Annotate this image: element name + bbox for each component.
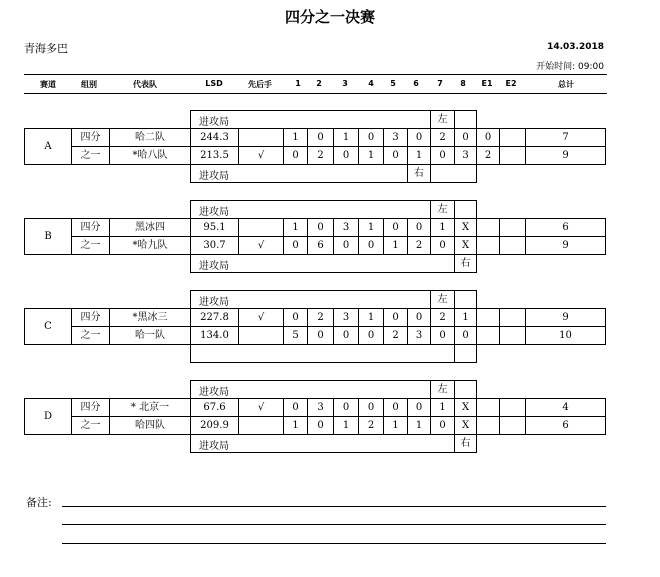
- end-score: 2: [430, 128, 455, 147]
- end-score: 0: [454, 128, 477, 147]
- end-score: 0: [358, 326, 384, 345]
- sheet-label: C: [24, 308, 72, 345]
- end-score: 0: [430, 326, 455, 345]
- group-label-line1: 四分: [71, 398, 110, 417]
- attack-label-bottom: 进攻局: [199, 261, 229, 272]
- end-score: [499, 236, 526, 255]
- end-score: 1: [407, 146, 431, 165]
- lsd-value: 134.0: [190, 326, 239, 345]
- end-score: 1: [333, 128, 359, 147]
- hammer-mark: √: [238, 308, 284, 327]
- group-label-line2: 之一: [71, 416, 110, 435]
- group-label-line1: 四分: [71, 128, 110, 147]
- attack-side-bottom: 右: [407, 164, 431, 183]
- end-score: 0: [307, 218, 334, 237]
- team-name: * 北京一: [109, 398, 191, 417]
- hammer-mark: [238, 218, 284, 237]
- attack-side-bottom: 右: [454, 254, 477, 273]
- end-score: 3: [333, 218, 359, 237]
- header-top-rule: [24, 74, 607, 75]
- end-score: [499, 416, 526, 435]
- end-score: 0: [383, 218, 408, 237]
- attack-label-top: 进攻局: [199, 387, 229, 398]
- end-score: 3: [383, 128, 408, 147]
- hammer-mark: [238, 128, 284, 147]
- end-score: 5: [283, 326, 308, 345]
- team-name: 哈一队: [109, 326, 191, 345]
- hammer-mark: [238, 416, 284, 435]
- header-end-1: 1: [295, 79, 301, 88]
- end-score: X: [454, 416, 477, 435]
- end-score: X: [454, 236, 477, 255]
- end-score: [476, 218, 500, 237]
- end-score: 0: [383, 146, 408, 165]
- end-score: 3: [454, 146, 477, 165]
- end-score: 0: [407, 128, 431, 147]
- group-label-line1: 四分: [71, 218, 110, 237]
- end-score: 1: [283, 416, 308, 435]
- end-score: 0: [283, 236, 308, 255]
- end-score: [499, 128, 526, 147]
- lsd-value: 67.6: [190, 398, 239, 417]
- hammer-mark: √: [238, 236, 284, 255]
- notes-line[interactable]: [62, 506, 606, 507]
- total-score: 9: [525, 146, 606, 165]
- attack-label-top: 进攻局: [199, 207, 229, 218]
- end-score: 1: [430, 398, 455, 417]
- attack-side-bottom: [454, 344, 477, 363]
- end-score: [499, 218, 526, 237]
- header-end-6: 6: [413, 79, 419, 88]
- end-score: 1: [358, 146, 384, 165]
- end-score: X: [454, 398, 477, 417]
- end-score: 0: [430, 146, 455, 165]
- end-score: 1: [383, 236, 408, 255]
- end-score: 1: [407, 416, 431, 435]
- end-score: 0: [307, 326, 334, 345]
- end-score: 0: [383, 398, 408, 417]
- total-score: 6: [525, 218, 606, 237]
- notes-line[interactable]: [62, 543, 606, 544]
- end-score: 0: [283, 308, 308, 327]
- team-name: *哈九队: [109, 236, 191, 255]
- end-score: 1: [358, 308, 384, 327]
- end-score: 1: [333, 416, 359, 435]
- total-score: 6: [525, 416, 606, 435]
- header-hammer: 先后手: [248, 80, 272, 89]
- attack-side-top: 左: [430, 110, 455, 129]
- end-score: 0: [454, 326, 477, 345]
- header-end-5: 5: [390, 79, 396, 88]
- notes-line[interactable]: [62, 524, 606, 525]
- header-end-2: 2: [316, 79, 322, 88]
- group-label-line2: 之一: [71, 146, 110, 165]
- hammer-mark: √: [238, 398, 284, 417]
- header-end-8: 8: [460, 79, 466, 88]
- group-label-line2: 之一: [71, 236, 110, 255]
- end-score: 2: [307, 146, 334, 165]
- end-score: [476, 398, 500, 417]
- end-score: 0: [383, 308, 408, 327]
- total-score: 10: [525, 326, 606, 345]
- team-name: 哈二队: [109, 128, 191, 147]
- end-score: 3: [307, 398, 334, 417]
- team-name: 黑冰四: [109, 218, 191, 237]
- end-score: 6: [307, 236, 334, 255]
- end-score: 1: [430, 218, 455, 237]
- lsd-value: 227.8: [190, 308, 239, 327]
- sheet-label: A: [24, 128, 72, 165]
- end-score: [499, 326, 526, 345]
- header-total: 总计: [558, 80, 574, 89]
- attack-side-top: 左: [430, 200, 455, 219]
- header-sheet: 赛道: [40, 80, 56, 89]
- lsd-value: 213.5: [190, 146, 239, 165]
- hammer-mark: √: [238, 146, 284, 165]
- total-score: 7: [525, 128, 606, 147]
- end-score: 0: [476, 128, 500, 147]
- end-score: 1: [283, 218, 308, 237]
- end-score: [499, 146, 526, 165]
- attack-label-bottom: 进攻局: [199, 171, 229, 182]
- lsd-value: 244.3: [190, 128, 239, 147]
- end-score: 2: [407, 236, 431, 255]
- group-label-line2: 之一: [71, 326, 110, 345]
- header-end-7: 7: [437, 79, 443, 88]
- end-score: 0: [333, 326, 359, 345]
- end-score: 2: [476, 146, 500, 165]
- lsd-value: 30.7: [190, 236, 239, 255]
- end-score: 0: [407, 398, 431, 417]
- end-score: 0: [407, 308, 431, 327]
- end-score: 1: [454, 308, 477, 327]
- end-score: 2: [430, 308, 455, 327]
- end-score: 0: [307, 416, 334, 435]
- end-score: 0: [430, 236, 455, 255]
- header-end-4: 4: [368, 79, 374, 88]
- end-score: 1: [283, 128, 308, 147]
- end-score: 0: [430, 416, 455, 435]
- notes-label: 备注:: [26, 496, 52, 509]
- end-score: [476, 416, 500, 435]
- group-label-line1: 四分: [71, 308, 110, 327]
- start-time: 开始时间: 09:00: [536, 62, 604, 72]
- end-score: 0: [283, 398, 308, 417]
- attack-side-bottom: 右: [454, 434, 477, 453]
- end-score: 1: [358, 218, 384, 237]
- attack-side-top: 左: [430, 380, 455, 399]
- end-score: 0: [358, 236, 384, 255]
- end-score: [476, 308, 500, 327]
- end-score: X: [454, 218, 477, 237]
- header-lsd: LSD: [205, 79, 223, 88]
- attack-label-top: 进攻局: [199, 117, 229, 128]
- header-end-e1: E1: [481, 79, 493, 88]
- venue: 青海多巴: [24, 42, 68, 55]
- end-score: 0: [358, 398, 384, 417]
- header-end-3: 3: [342, 79, 348, 88]
- end-score: 0: [283, 146, 308, 165]
- end-score: 0: [307, 128, 334, 147]
- team-name: *哈八队: [109, 146, 191, 165]
- end-score: 2: [358, 416, 384, 435]
- date: 14.03.2018: [547, 42, 604, 52]
- total-score: 9: [525, 308, 606, 327]
- header-team: 代表队: [133, 80, 157, 89]
- header-group: 组别: [81, 80, 97, 89]
- end-score: 0: [333, 236, 359, 255]
- team-name: 哈四队: [109, 416, 191, 435]
- attack-strip-bottom: [190, 344, 477, 363]
- end-score: [476, 236, 500, 255]
- end-score: 2: [383, 326, 408, 345]
- end-score: [476, 326, 500, 345]
- end-score: 0: [333, 398, 359, 417]
- end-score: 1: [383, 416, 408, 435]
- end-score: 2: [307, 308, 334, 327]
- lsd-value: 95.1: [190, 218, 239, 237]
- end-score: 3: [407, 326, 431, 345]
- team-name: *黑冰三: [109, 308, 191, 327]
- end-score: 0: [333, 146, 359, 165]
- attack-side-top: 左: [430, 290, 455, 309]
- page-title: 四分之一决赛: [284, 8, 375, 26]
- header-end-e2: E2: [505, 79, 517, 88]
- end-score: 0: [407, 218, 431, 237]
- header-bottom-rule: [24, 93, 607, 94]
- end-score: [499, 308, 526, 327]
- end-score: 0: [358, 128, 384, 147]
- total-score: 4: [525, 398, 606, 417]
- end-score: [499, 398, 526, 417]
- lsd-value: 209.9: [190, 416, 239, 435]
- hammer-mark: [238, 326, 284, 345]
- attack-label-top: 进攻局: [199, 297, 229, 308]
- attack-label-bottom: 进攻局: [199, 441, 229, 452]
- sheet-label: D: [24, 398, 72, 435]
- total-score: 9: [525, 236, 606, 255]
- end-score: 3: [333, 308, 359, 327]
- sheet-label: B: [24, 218, 72, 255]
